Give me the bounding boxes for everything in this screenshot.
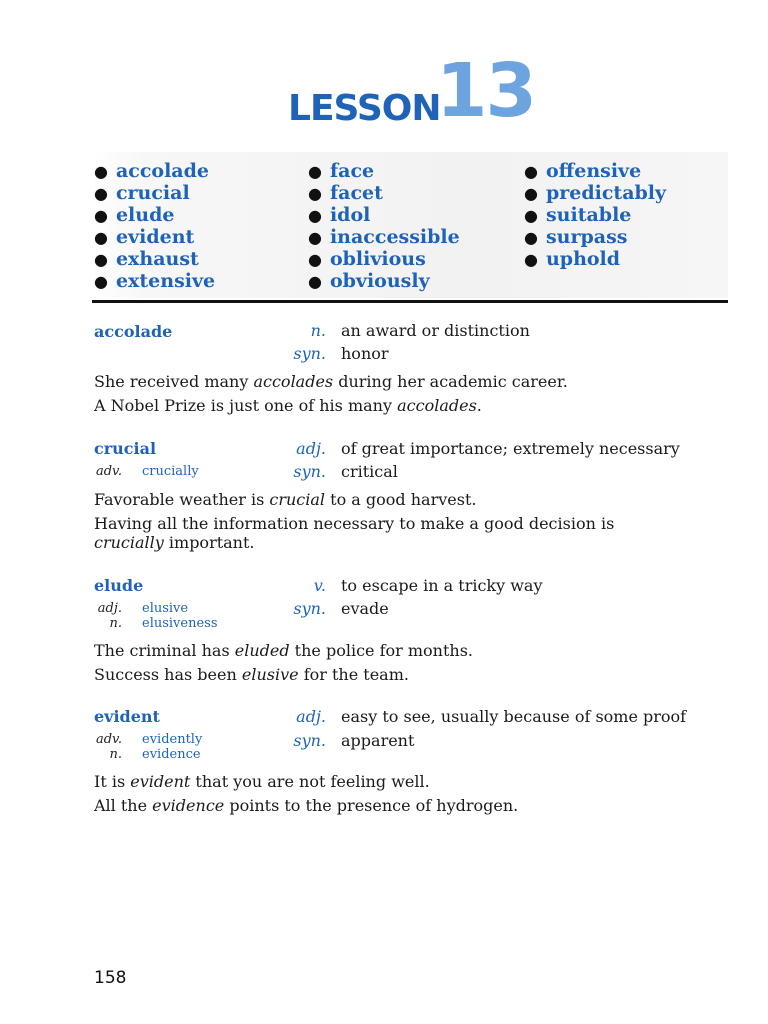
word-list-item: ● obviously <box>308 270 430 292</box>
word-list-item: ● elude <box>94 204 175 226</box>
bullet-icon: ● <box>308 272 322 291</box>
definition: easy to see, usually because of some proof <box>341 707 687 726</box>
bullet-icon: ● <box>308 184 322 203</box>
word-list-item: ● inaccessible <box>308 226 460 248</box>
synonym-label: syn. <box>293 344 326 363</box>
derivative-label: adv. <box>95 732 122 747</box>
derivative-label: n. <box>109 747 122 762</box>
word-list-item: ● exhaust <box>94 248 199 270</box>
bullet-icon: ● <box>94 162 108 181</box>
word-list-column-2 <box>308 160 460 292</box>
entry-word: crucial <box>94 439 157 458</box>
derivative-label: n. <box>109 616 122 631</box>
lesson-title <box>288 48 548 138</box>
example-sentence: Having all the information necessary to make a good decision is <box>94 514 615 533</box>
bullet-icon: ● <box>524 228 538 247</box>
word-list-item: ● accolade <box>94 160 209 182</box>
derivative-form: crucially <box>142 464 199 479</box>
example-sentence-continued: crucially important. <box>94 533 255 552</box>
word-list-item: ● oblivious <box>308 248 426 270</box>
bullet-icon: ● <box>94 228 108 247</box>
part-of-speech: n. <box>310 321 326 340</box>
example-sentence: The criminal has eluded the police for months. <box>94 641 474 660</box>
bullet-icon: ● <box>94 206 108 225</box>
example-sentence: It is evident that you are not feeling well. <box>94 772 430 791</box>
bullet-icon: ● <box>94 184 108 203</box>
bullet-icon: ● <box>308 162 322 181</box>
definition: to escape in a tricky way <box>341 576 543 595</box>
derivative-label: adj. <box>97 601 122 616</box>
divider-rule <box>92 300 728 303</box>
derivative-form: evidently <box>142 732 203 747</box>
bullet-icon: ● <box>308 228 322 247</box>
derivative-form: evidence <box>142 747 201 762</box>
entry-word: evident <box>94 707 160 726</box>
word-list-column-1 <box>94 160 215 292</box>
page-number: 158 <box>94 968 127 988</box>
synonym: critical <box>341 462 398 481</box>
word-list-item: ● uphold <box>524 248 621 270</box>
word-list-item: ● idol <box>308 204 371 226</box>
example-sentence: All the evidence points to the presence of hydrogen. <box>94 796 519 815</box>
derivative-label: adv. <box>95 464 122 479</box>
word-list-item: ● face <box>308 160 375 182</box>
example-sentence: A Nobel Prize is just one of his many accolades. <box>94 396 482 415</box>
word-list-item: ● offensive <box>524 160 642 182</box>
example-sentence: She received many accolades during her academic career. <box>94 372 568 391</box>
part-of-speech: adj. <box>296 707 326 726</box>
synonym-label: syn. <box>293 462 326 481</box>
part-of-speech: v. <box>313 576 326 595</box>
synonym: apparent <box>341 731 415 750</box>
word-list-item: ● evident <box>94 226 195 248</box>
derivative-form: elusiveness <box>142 616 218 631</box>
bullet-icon: ● <box>94 272 108 291</box>
synonym-label: syn. <box>293 731 326 750</box>
synonym: honor <box>341 344 389 363</box>
definition: of great importance; extremely necessary <box>341 439 680 458</box>
bullet-icon: ● <box>524 162 538 181</box>
bullet-icon: ● <box>308 206 322 225</box>
part-of-speech: adj. <box>296 439 326 458</box>
word-list-item: ● suitable <box>524 204 632 226</box>
definition: an award or distinction <box>341 321 530 340</box>
synonym: evade <box>341 599 389 618</box>
bullet-icon: ● <box>308 250 322 269</box>
word-list-item: ● surpass <box>524 226 628 248</box>
bullet-icon: ● <box>524 250 538 269</box>
lesson-number: 13 <box>436 48 535 134</box>
entry-word: accolade <box>94 322 173 341</box>
bullet-icon: ● <box>94 250 108 269</box>
word-list-item: ● extensive <box>94 270 216 292</box>
bullet-icon: ● <box>524 184 538 203</box>
lesson-label: LESSON <box>288 88 441 129</box>
word-list-item: ● crucial <box>94 182 190 204</box>
word-list-item: ● predictably <box>524 182 667 204</box>
entry-word: elude <box>94 576 144 595</box>
derivative-form: elusive <box>142 601 189 616</box>
bullet-icon: ● <box>524 206 538 225</box>
example-sentence: Success has been elusive for the team. <box>94 665 409 684</box>
word-list-item: ● facet <box>308 182 383 204</box>
example-sentence: Favorable weather is crucial to a good harvest. <box>94 490 477 509</box>
synonym-label: syn. <box>293 599 326 618</box>
word-list-column-3 <box>524 160 666 270</box>
